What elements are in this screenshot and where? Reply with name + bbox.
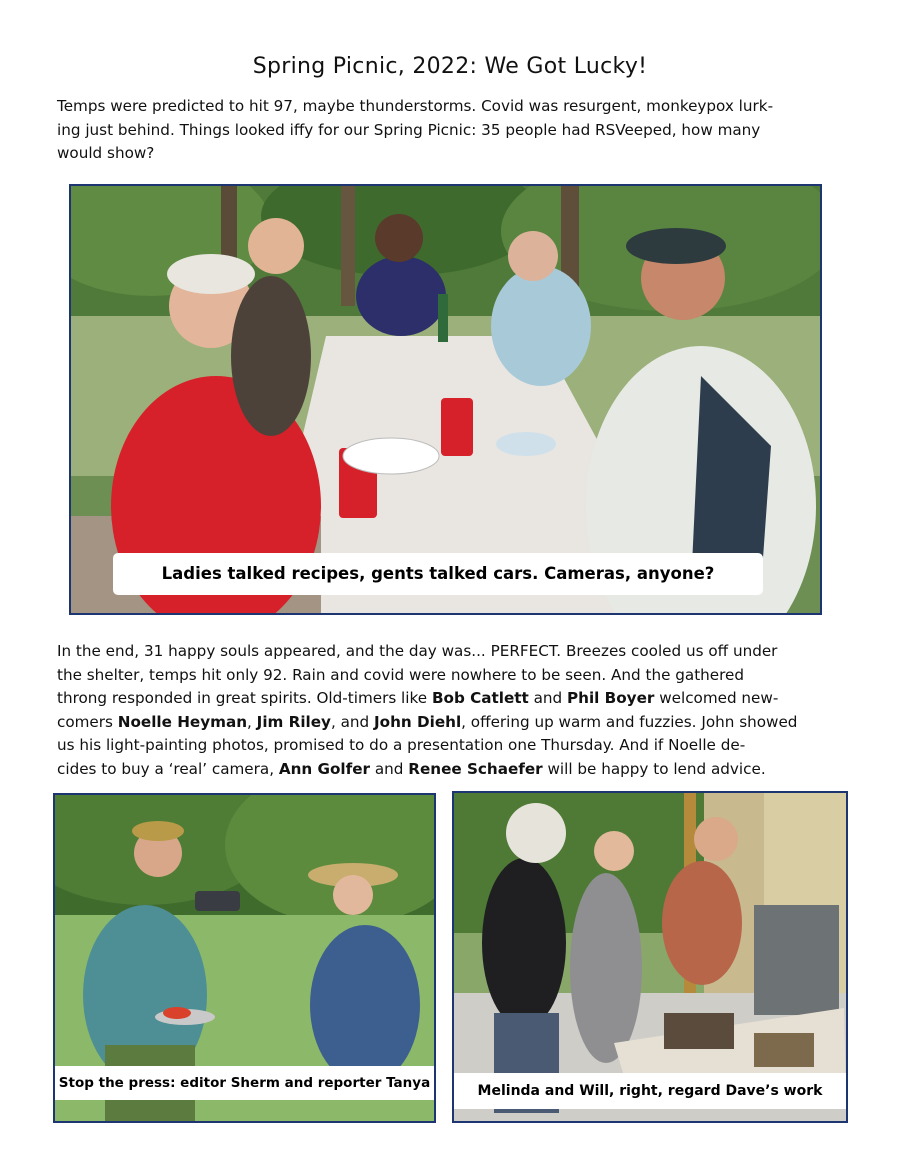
text-segment: and — [370, 759, 409, 778]
member-name: Jim Riley — [256, 712, 331, 731]
text-segment: and — [528, 689, 568, 707]
text-segment: will be happy to lend advice. — [542, 759, 766, 778]
page-title: Spring Picnic, 2022: We Got Lucky! — [252, 54, 648, 79]
intro-paragraph — [57, 95, 847, 166]
text-segment: us his light-painting photos, promised to do a presentation one Thursday. And if Noelle de- — [57, 736, 746, 754]
main-photo-caption: Ladies talked recipes, gents talked cars. Cameras, anyone? — [113, 553, 763, 595]
text-segment: Temps were predicted to hit 97, maybe thunderstorms. Covid was resurgent, monkeypox lurk- — [57, 97, 774, 115]
member-name: Ann Golfer — [278, 759, 371, 778]
text-segment: the shelter, temps hit only 92. Rain and covid were nowhere to be seen. And the gathered — [57, 665, 745, 684]
member-name: Bob Catlett — [431, 689, 529, 707]
text-segment: cides to buy a ‘real’ camera, — [57, 759, 279, 778]
text-segment: throng responded in great spirits. Old-timers like — [57, 689, 432, 707]
left-photo-caption: Stop the press: editor Sherm and reporter Tanya — [55, 1066, 434, 1100]
melinda-will-scene — [454, 793, 846, 1121]
member-name: Phil Boyer — [567, 689, 655, 707]
picnic-table-scene — [71, 186, 820, 613]
member-name: Noelle Heyman — [117, 712, 248, 731]
right-photo-caption: Melinda and Will, right, regard Dave’s work — [454, 1073, 846, 1109]
member-name: Renee Schaefer — [408, 759, 543, 778]
text-segment: , offering up warm and fuzzies. John showed — [461, 712, 798, 731]
melinda-will-photo — [452, 791, 848, 1123]
text-segment: In the end, 31 happy souls appeared, and the day was... PERFECT. Breezes cooled us off under — [57, 642, 778, 660]
story-paragraph — [57, 640, 847, 781]
text-segment: ing just behind. Things looked iffy for our Spring Picnic: 35 people had RSVeeped, how many — [57, 120, 761, 139]
picnic-table-photo — [69, 184, 822, 615]
editor-reporter-photo — [53, 793, 436, 1123]
text-segment: , and — [330, 712, 375, 731]
member-name: John Diehl — [374, 712, 462, 731]
text-segment: would show? — [57, 144, 155, 162]
text-segment: welcomed new- — [654, 689, 779, 707]
text-segment: , — [247, 712, 257, 731]
text-segment: comers — [57, 712, 118, 731]
